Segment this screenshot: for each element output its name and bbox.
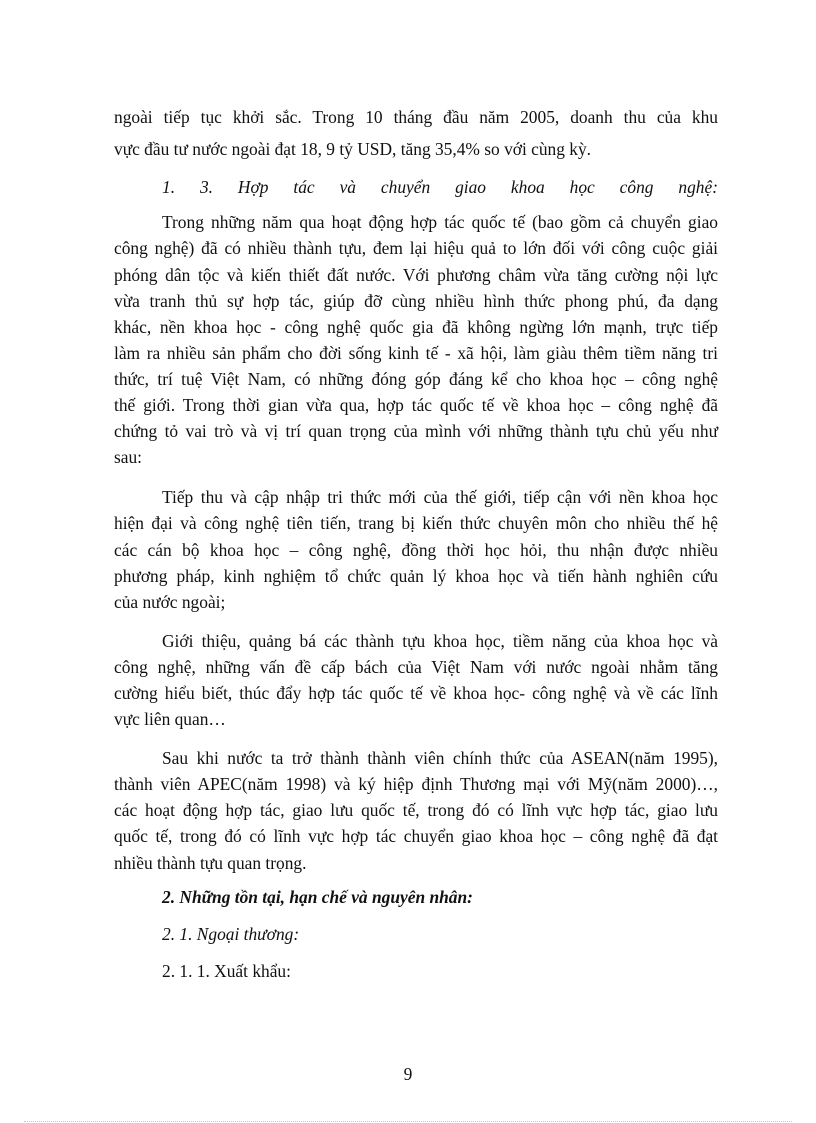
paragraph-line: Giới thiệu, quảng bá các thành tựu khoa học, tiềm năng của khoa học và <box>162 631 718 651</box>
paragraph-line: các cán bộ khoa học – công nghệ, đồng thời học hỏi, thu nhận được nhiều <box>114 540 718 560</box>
paragraph-line: thế giới. Trong thời gian vừa qua, hợp tác quốc tế về khoa học – công nghệ đã <box>114 395 718 415</box>
paragraph-line: cường hiểu biết, thúc đẩy hợp tác quốc tế về khoa học- công nghệ và về các lĩnh <box>114 683 718 703</box>
paragraph-line: sau: <box>114 447 143 467</box>
paragraph-line: Tiếp thu và cập nhập tri thức mới của thế giới, tiếp cận với nền khoa học <box>162 487 718 507</box>
paragraph-line: nhiều thành tựu quan trọng. <box>114 853 307 873</box>
paragraph-line: của nước ngoài; <box>114 592 226 612</box>
paragraph-line: khác, nền khoa học - công nghệ quốc gia đã không ngừng lớn mạnh, trực tiếp <box>114 317 718 337</box>
paragraph-line: Trong những năm qua hoạt động hợp tác quốc tế (bao gồm cả chuyển giao <box>162 212 718 232</box>
paragraph-line: phương pháp, kinh nghiệm tổ chức quản lý khoa học và tiến hành nghiên cứu <box>114 566 718 586</box>
paragraph-line: các hoạt động hợp tác, giao lưu quốc tế, trong đó có lĩnh vực hợp tác, giao lưu <box>114 800 718 820</box>
paragraph-line: vực đầu tư nước ngoài đạt 18, 9 tỷ USD, tăng 35,4% so với cùng kỳ. <box>114 139 592 159</box>
paragraph-line: vừa tranh thủ sự hợp tác, giúp đỡ cùng nhiều hình thức phong phú, đa dạng <box>114 291 718 311</box>
page-bottom-divider <box>24 1121 792 1122</box>
paragraph-line: công nghệ, những vấn đề cấp bách của Việt Nam với nước ngoài nhằm tăng <box>114 657 718 677</box>
paragraph-line: hiện đại và công nghệ tiên tiến, trang bị kiến thức chuyên môn cho nhiều thế hệ <box>114 513 718 533</box>
section-heading-2-1-1: 2. 1. 1. Xuất khẩu: <box>162 961 291 981</box>
paragraph-line: công nghệ) đã có nhiều thành tựu, đem lại hiệu quả to lớn đối với công cuộc giải <box>114 238 718 258</box>
page-number: 9 <box>403 1064 413 1084</box>
paragraph-line: thành viên APEC(năm 1998) và ký hiệp định Thương mại với Mỹ(năm 2000)…, <box>114 774 718 794</box>
paragraph-line: thức, trí tuệ Việt Nam, có những đóng góp đáng kể cho khoa học – công nghệ <box>114 369 718 389</box>
paragraph-line: vực liên quan… <box>114 709 226 729</box>
section-heading-1-3: 1. 3. Hợp tác và chuyển giao khoa học công nghệ: <box>162 177 718 197</box>
paragraph-line: Sau khi nước ta trở thành thành viên chính thức của ASEAN(năm 1995), <box>162 748 718 768</box>
paragraph-line: quốc tế, trong đó có lĩnh vực hợp tác chuyển giao khoa học – công nghệ đã đạt <box>114 826 718 846</box>
paragraph-line: phóng dân tộc và kiến thiết đất nước. Với phương châm vừa tăng cường nội lực <box>114 265 718 285</box>
section-heading-2-1: 2. 1. Ngoại thương: <box>162 924 300 944</box>
paragraph-line: ngoài tiếp tục khởi sắc. Trong 10 tháng đầu năm 2005, doanh thu của khu <box>114 107 718 127</box>
section-heading-2: 2. Những tồn tại, hạn chế và nguyên nhân: <box>162 887 473 907</box>
paragraph-line: làm ra nhiều sản phẩm cho đời sống kinh tế - xã hội, làm giàu thêm tiềm năng tri <box>114 343 718 363</box>
paragraph-line: chứng tỏ vai trò và vị trí quan trọng của mình với những thành tựu chủ yếu như <box>114 421 718 441</box>
